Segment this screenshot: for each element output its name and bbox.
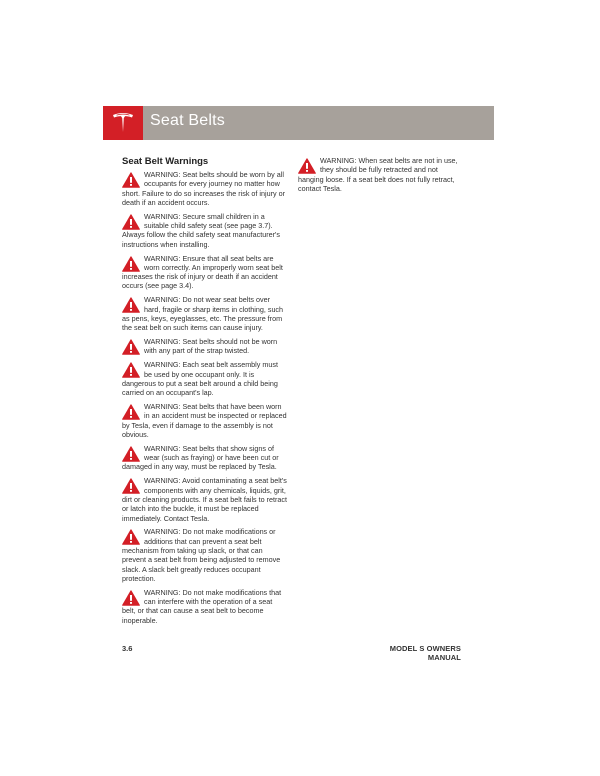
warning-text: WARNING: Secure small children in a suitable child safety seat (see page 3.7). Always follow the child safety seat manufacturer's instructions when installing. (122, 211, 280, 249)
warning-list-left (122, 170, 287, 625)
page-number: 3.6 (122, 644, 133, 653)
warning-item (122, 402, 287, 439)
warning-triangle-icon (122, 172, 140, 188)
warning-triangle-icon (298, 158, 316, 174)
warning-triangle-icon (122, 214, 140, 230)
warning-triangle-icon (122, 256, 140, 272)
warning-item (122, 527, 287, 583)
warning-triangle-icon (122, 339, 140, 355)
warning-item (122, 254, 287, 291)
warning-item (122, 588, 287, 625)
warning-text: WARNING: When seat belts are not in use, they should be fully retracted and not hanging loose. If a seat belt does not fully retract, contact Tesla. (298, 156, 458, 193)
warning-item (122, 295, 287, 332)
warning-text: WARNING: Avoid contaminating a seat belt's components with any chemicals, liquids, grit, dirt or cleaning products. If a seat belt fails to retract or latch into the buckle, it must be replaced immediately. Contact Tesla. (122, 476, 287, 523)
warning-triangle-icon (122, 590, 140, 606)
tesla-logo-icon (111, 111, 135, 135)
warning-triangle-icon (122, 529, 140, 545)
warning-text: WARNING: Do not wear seat belts over hard, fragile or sharp items in clothing, such as pens, keys, eyeglasses, etc. The pressure from the seat belt on such items can cause injury. (122, 295, 284, 333)
warning-text: WARNING: Seat belts should be worn by all occupants for every journey no matter how short. Failure to do so increases the risk of injury or death if an accident occurs. (122, 170, 285, 207)
manual-title: MODEL S OWNERS MANUAL (389, 644, 461, 662)
logo-box (103, 106, 143, 140)
page-title: Seat Belts (150, 112, 225, 129)
warning-text: WARNING: Seat belts that show signs of wear (such as fraying) or have been cut or damaged in any way, must be replaced by Tesla. (122, 443, 279, 472)
warning-triangle-icon (122, 297, 140, 313)
warning-triangle-icon (122, 478, 140, 494)
right-column (298, 156, 463, 198)
warning-item (122, 444, 287, 472)
warning-item (122, 476, 287, 522)
warning-item (122, 170, 287, 207)
warning-triangle-icon (122, 446, 140, 462)
section-header-bar (103, 106, 494, 140)
section-heading: Seat Belt Warnings (122, 156, 209, 167)
warning-triangle-icon (122, 362, 140, 378)
warning-text: WARNING: Seat belts should not be worn with any part of the strap twisted. (144, 337, 278, 356)
warning-text: WARNING: Do not make modifications that can interfere with the operation of a seat belt, or that can cause a seat belt to become inoperable. (122, 587, 282, 625)
warning-text: WARNING: Seat belts that have been worn in an accident must be inspected or replaced by Tesla, even if damage to the assembly is not obvious. (122, 402, 287, 439)
warning-text: WARNING: Each seat belt assembly must be used by one occupant only. It is dangerous to put a seat belt around a child being carried on an occupant's lap. (122, 360, 278, 398)
left-column (122, 156, 287, 630)
warning-list-right (298, 156, 463, 193)
warning-text: WARNING: Ensure that all seat belts are worn correctly. An improperly worn seat belt increases the risk of injury or death if an accident occurs (see page 3.4). (122, 253, 283, 291)
warning-triangle-icon (122, 404, 140, 420)
warning-item (122, 212, 287, 249)
warning-item (298, 156, 463, 193)
warning-item (122, 360, 287, 397)
warning-text: WARNING: Do not make modifications or additions that can prevent a seat belt mechanism from taking up slack, or that can prevent a seat belt from being adjusted to remove slack. A slack belt greatly reduces occupant protection. (122, 527, 281, 583)
warning-item (122, 337, 287, 356)
